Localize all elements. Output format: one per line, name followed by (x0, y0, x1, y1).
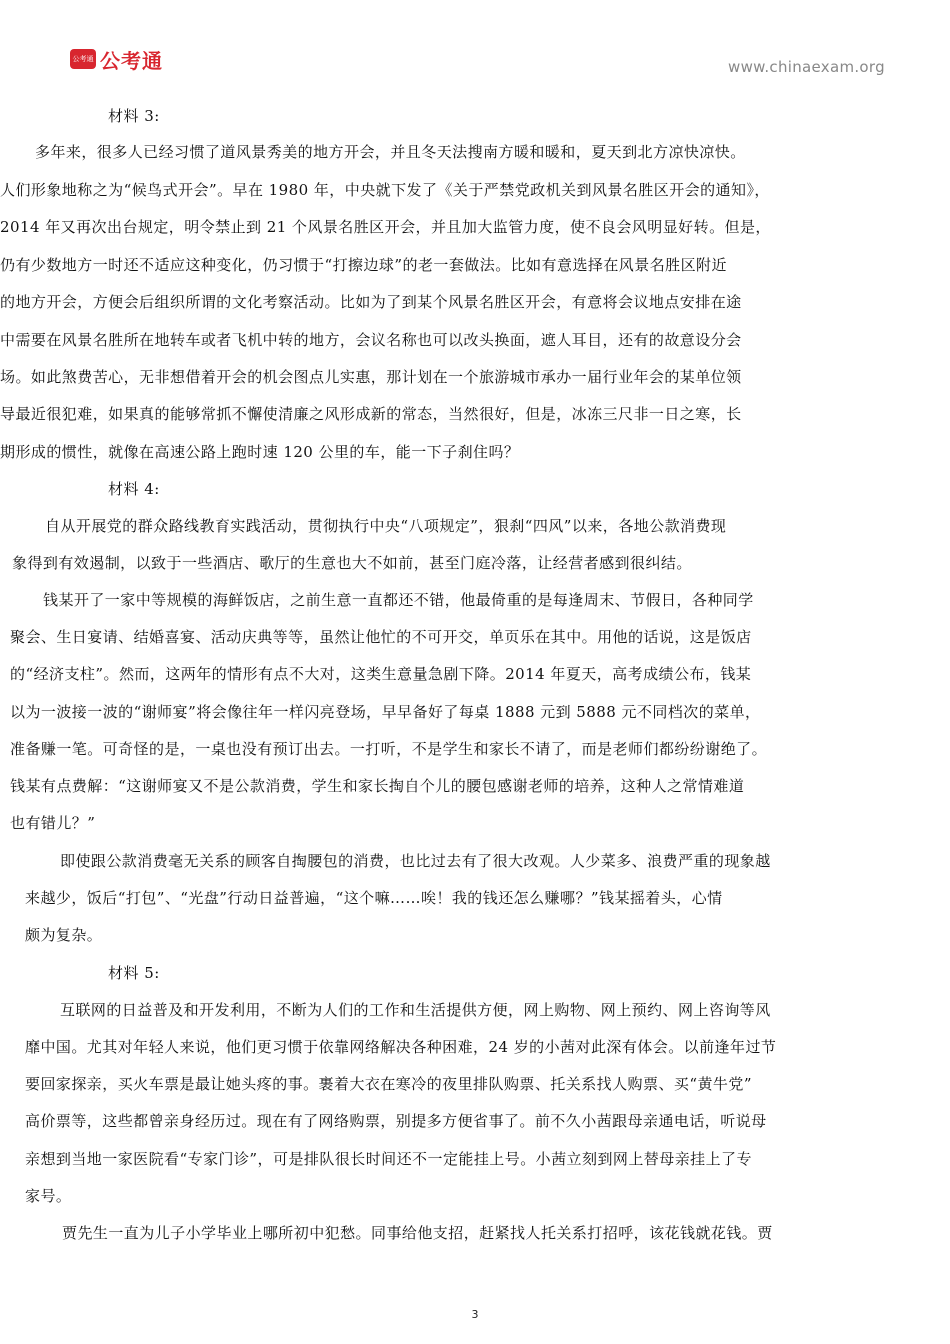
paragraph-line: 象得到有效遏制，以致于一些酒店、歌厅的生意也大不如前，甚至门庭冷落，让经营者感到很纠结。 (12, 554, 692, 572)
paragraph-line: 贾先生一直为儿子小学毕业上哪所初中犯愁。同事给他支招，赶紧找人托关系打招呼，该花钱就花钱。贾 (62, 1224, 773, 1242)
page-number: 3 (471, 1308, 479, 1321)
paragraph-line: 2014 年又再次出台规定，明令禁止到 21 个风景名胜区开会，并且加大监管力度，使不良会风明显好转。但是， (0, 218, 771, 236)
paragraph-line: 高价票等，这些都曾亲身经历过。现在有了网络购票，别提多方便省事了。前不久小茜跟母亲通电话，听说母 (25, 1112, 767, 1130)
paragraph-line: 亲想到当地一家医院看“专家门诊”，可是排队很长时间还不一定能挂上号。小茜立刻到网上替母亲挂上了专 (25, 1150, 752, 1168)
paragraph-line: 聚会、生日宴请、结婚喜宴、活动庆典等等，虽然让他忙的不可开交，单页乐在其中。用他的话说，这是饭店 (10, 628, 752, 646)
paragraph-line: 要回家探亲，买火车票是最让她头疼的事。裹着大衣在寒冷的夜里排队购票、托关系找人购票、买“黄牛党” (25, 1075, 752, 1093)
paragraph-line: 导最近很犯难，如果真的能够常抓不懈使清廉之风形成新的常态，当然很好，但是，冰冻三尺非一日之寒，长 (0, 405, 742, 423)
paragraph-line: 来越少，饭后“打包”、“光盘”行动日益普遍，“这个嘛……唉！我的钱还怎么赚哪？”钱某摇着头，心情 (25, 889, 723, 907)
paragraph-line: 准备赚一笔。可奇怪的是，一桌也没有预订出去。一打听，不是学生和家长不请了，而是老师们都纷纷谢绝了。 (10, 740, 768, 758)
paragraph-line: 钱某有点费解：“这谢师宴又不是公款消费，学生和家长掏自个儿的腰包感谢老师的培养，这种人之常情难道 (10, 777, 745, 795)
paragraph-line: 自从开展党的群众路线教育实践活动，贯彻执行中央“八项规定”，狠刹“四风”以来，各地公款消费现 (45, 517, 727, 535)
paragraph-line: 多年来，很多人已经习惯了道风景秀美的地方开会，并且冬天法搜南方暖和暖和，夏天到北方凉快凉快。 (35, 143, 746, 161)
brand-logo (70, 44, 163, 74)
paragraph-line: 期形成的惯性，就像在高速公路上跑时速 120 公里的车，能一下子刹住吗？ (0, 443, 520, 461)
paragraph-line: 场。如此煞费苦心，无非想借着开会的机会图点儿实惠，那计划在一个旅游城市承办一届行业年会的某单位领 (0, 368, 742, 386)
paragraph-line: 的“经济支柱”。然而，这两年的情形有点不大对，这类生意量急剧下降。2014 年夏天，高考成绩公布，钱某 (10, 665, 752, 683)
paragraph-line: 互联网的日益普及和开发利用，不断为人们的工作和生活提供方便，网上购物、网上预约、网上咨询等风 (60, 1001, 771, 1019)
logo-text: 公考通 (100, 48, 163, 73)
paragraph-line: 靡中国。尤其对年轻人来说，他们更习惯于依靠网络解决各种困难，24 岁的小茜对此深有体会。以前逢年过节 (25, 1038, 777, 1056)
material-3-heading: 材料 3: (108, 107, 160, 125)
paragraph-line: 的地方开会，方便会后组织所谓的文化考察活动。比如为了到某个风景名胜区开会，有意将会议地点安排在途 (0, 293, 742, 311)
material-4-heading: 材料 4: (108, 480, 160, 498)
logo-badge-icon: 公考通 (70, 49, 96, 69)
paragraph-line: 仍有少数地方一时还不适应这种变化，仍习惯于“打擦边球”的老一套做法。比如有意选择在风景名胜区附近 (0, 256, 727, 274)
paragraph-line: 家号。 (25, 1187, 72, 1205)
paragraph-line: 人们形象地称之为“候鸟式开会”。早在 1980 年，中央就下发了《关于严禁党政机关到风景名胜区开会的通知》， (0, 181, 770, 199)
paragraph-line: 颇为复杂。 (25, 926, 103, 944)
paragraph-line: 即使跟公款消费毫无关系的顾客自掏腰包的消费，也比过去有了很大改观。人少菜多、浪费严重的现象越 (60, 852, 771, 870)
paragraph-line: 中需要在风景名胜所在地转车或者飞机中转的地方，会议名称也可以改头换面，遮人耳目，还有的故意设分会 (0, 331, 742, 349)
site-url: www.chinaexam.org (728, 58, 885, 76)
material-5-heading: 材料 5: (108, 964, 160, 982)
paragraph-line: 也有错儿？” (10, 814, 96, 832)
paragraph-line: 钱某开了一家中等规模的海鲜饭店，之前生意一直都还不错，他最倚重的是每逢周末、节假日，各种同学 (43, 591, 754, 609)
paragraph-line: 以为一波接一波的“谢师宴”将会像往年一样闪亮登场，早早备好了每桌 1888 元到 5888 元不同档次的菜单， (10, 703, 761, 721)
